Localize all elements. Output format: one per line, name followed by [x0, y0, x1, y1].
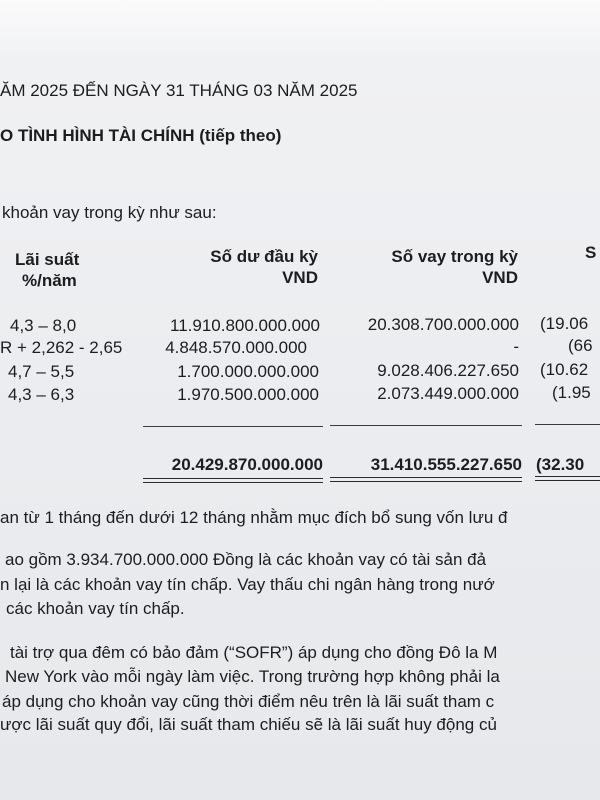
table-cell-borrow: - [513, 337, 519, 356]
table-cell-next: (1.95 [552, 383, 591, 402]
table-cell-next: (10.62 [540, 360, 589, 379]
table-cell-opening: 4.848.570.000.000 [165, 338, 307, 357]
table-cell-opening: 11.910.800.000.000 [170, 316, 320, 335]
table-cell-next: (66 [568, 336, 593, 355]
header-next: S [585, 243, 597, 262]
header-rate: Lãi suất [15, 250, 80, 269]
note-paragraph-2-line: các khoản vay tín chấp. [6, 599, 185, 618]
header-opening-unit: VND [282, 268, 318, 287]
table-cell-rate: R + 2,262 - 2,65 [0, 338, 123, 357]
note-paragraph-2-line: ao gồm 3.934.700.000.000 Đồng là các khoản vay có tài sản đả [5, 550, 487, 569]
total-borrow: 31.410.555.227.650 [370, 455, 522, 474]
subtotal-rule-opening [143, 426, 323, 427]
table-cell-rate: 4,3 – 6,3 [8, 385, 75, 404]
table-cell-borrow: 9.028.406.227.650 [377, 361, 519, 380]
total-opening: 20.429.870.000.000 [171, 455, 323, 474]
header-borrow-unit: VND [482, 268, 518, 287]
subtotal-rule-next [535, 424, 600, 425]
header-opening: Số dư đầu kỳ [210, 247, 318, 266]
period-heading: ĂM 2025 ĐẾN NGÀY 31 THÁNG 03 NĂM 2025 [0, 81, 358, 100]
note-paragraph-3-line: tài trợ qua đêm có bảo đảm (“SOFR”) áp dụng cho đồng Đô la M [10, 643, 498, 662]
table-cell-next: (19.06 [540, 314, 589, 333]
table-cell-rate: 4,3 – 8,0 [10, 316, 77, 335]
header-rate-unit: %/năm [22, 271, 77, 290]
note-paragraph-3-line: New York vào mỗi ngày làm việc. Trong trường hợp không phải la [5, 667, 500, 686]
table-cell-borrow: 2.073.449.000.000 [377, 384, 519, 403]
intro-text: khoản vay trong kỳ như sau: [2, 203, 217, 222]
total-rule-borrow [330, 477, 522, 482]
note-paragraph-3-line: ược lãi suất quy đổi, lãi suất tham chiếu sẽ là lãi suất huy động củ [0, 715, 497, 734]
note-paragraph-3-line: áp dụng cho khoản vay cũng thời điểm nêu trên là lãi suất tham c [2, 692, 495, 711]
note-paragraph-1: an từ 1 tháng đến dưới 12 tháng nhằm mục đích bổ sung vốn lưu đ [0, 508, 508, 527]
table-cell-rate: 4,7 – 5,5 [8, 362, 75, 381]
total-rule-next [535, 476, 600, 481]
section-title: O TÌNH HÌNH TÀI CHÍNH (tiếp theo) [0, 126, 282, 145]
table-cell-opening: 1.970.500.000.000 [177, 385, 319, 404]
table-cell-opening: 1.700.000.000.000 [177, 362, 319, 381]
page-glare [0, 0, 600, 60]
subtotal-rule-borrow [330, 425, 522, 426]
table-cell-borrow: 20.308.700.000.000 [367, 315, 519, 334]
header-borrow: Số vay trong kỳ [391, 247, 518, 266]
total-next: (32.30 [536, 455, 585, 474]
note-paragraph-2-line: n lại là các khoản vay tín chấp. Vay thấu chi ngân hàng trong nướ [0, 575, 495, 594]
total-rule-opening [143, 478, 323, 483]
